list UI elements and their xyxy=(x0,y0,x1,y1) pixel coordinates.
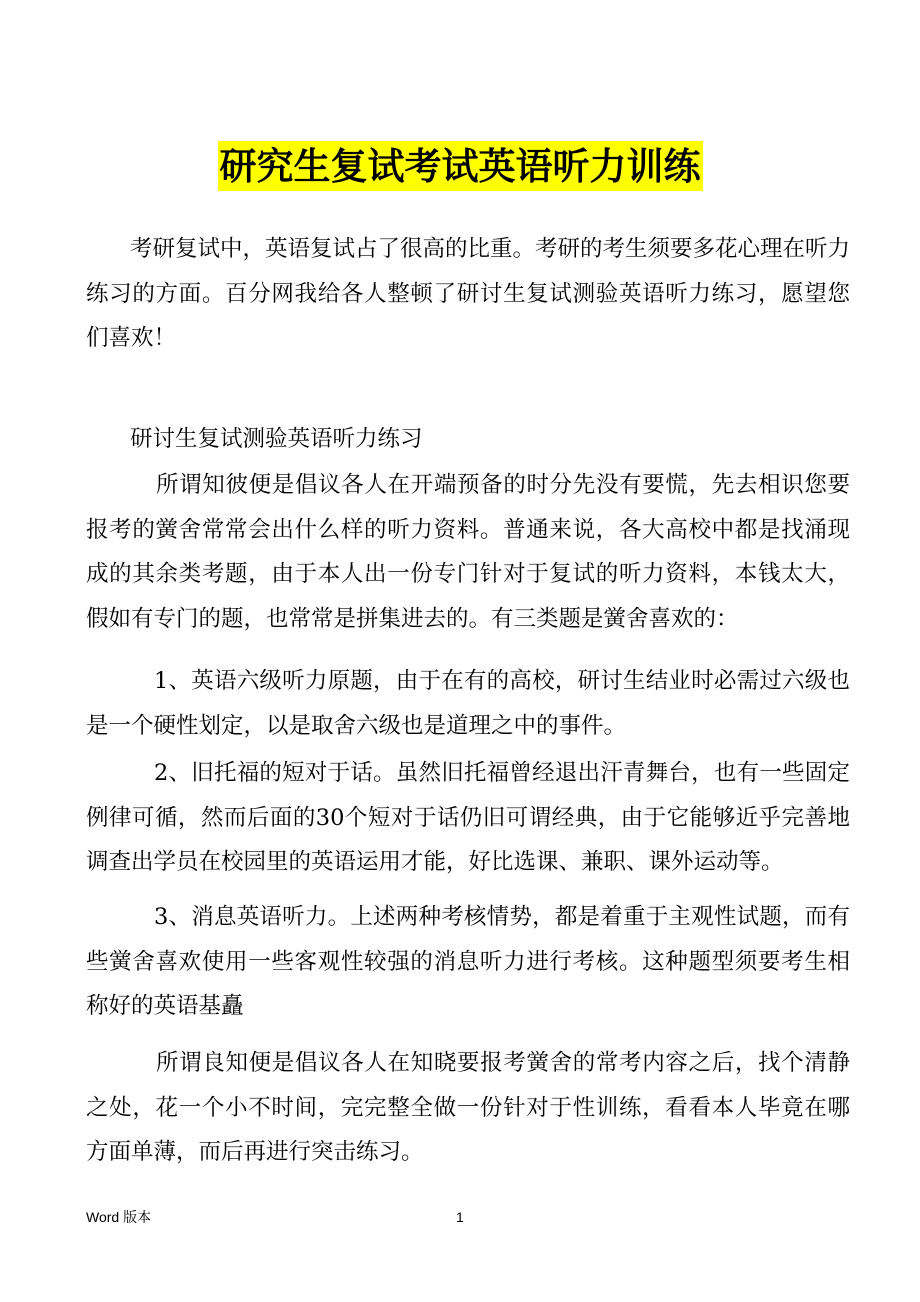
paragraph-intro: 考研复试中，英语复试占了很高的比重。考研的考生须要多花心理在听力练习的方面。百分网我给各人整顿了研讨生复试测验英语听力练习，愿望您们喜欢！ xyxy=(86,236,851,351)
page-number: 1 xyxy=(456,1209,464,1225)
list-item-news: 3、消息英语听力。上述两种考核情势，都是着重于主观性试题，而有些黉舍喜欢使用一些客观性较强的消息听力进行考核。这种题型须要考生相称好的英语基矗 xyxy=(86,904,850,1019)
section-heading: 研讨生复试测验英语听力练习 xyxy=(130,426,423,452)
document-title: 研究生复试考试英语听力训练 xyxy=(218,141,703,191)
footer-label: Word 版本 xyxy=(86,1209,152,1225)
list-item-cet6: 1、英语六级听力原题，由于在有的高校，研讨生结业时必需过六级也是一个硬性划定，以是取舍六级也是道理之中的事件。 xyxy=(86,668,850,739)
title-container xyxy=(0,141,920,191)
list-item-toefl: 2、旧托福的短对于话。虽然旧托福曾经退出汗青舞台，也有一些固定例律可循，然而后面的30个短对于话仍旧可谓经典，由于它能够近乎完善地调查出学员在校园里的英语运用才能，好比选课、兼职、课外运动等。 xyxy=(86,760,850,875)
paragraph-self-assessment: 所谓良知便是倡议各人在知晓要报考黉舍的常考内容之后，找个清静之处，花一个小不时间，完完整全做一份针对于性训练，看看本人毕竟在哪方面单薄，而后再进行突击练习。 xyxy=(86,1050,850,1165)
paragraph-know-the-school: 所谓知彼便是倡议各人在开端预备的时分先没有要慌，先去相识您要报考的黉舍常常会出什么样的听力资料。普通来说，各大高校中都是找涌现成的其余类考题，由于本人出一份专门针对于复试的听力资料，本钱太大，假如有专门的题，也常常是拼集进去的。有三类题是黉舍喜欢的： xyxy=(86,472,850,632)
